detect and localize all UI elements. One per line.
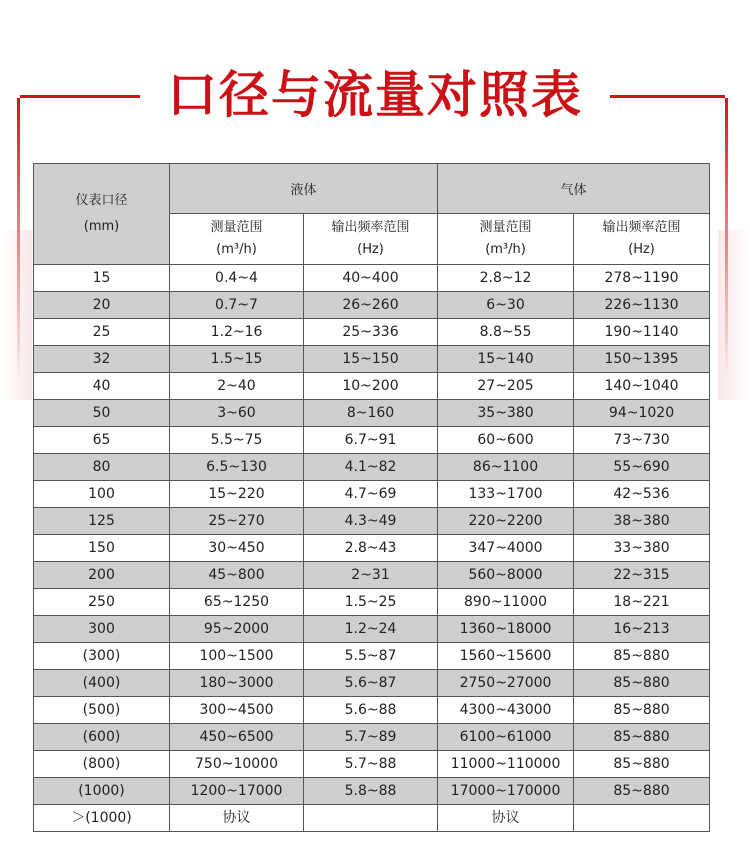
cell-diameter: 100: [34, 481, 170, 508]
cell-liquid-range: 750~10000: [170, 751, 304, 778]
table-row: [34, 535, 710, 562]
table-row: [34, 643, 710, 670]
cell-gas-freq: 140~1040: [574, 373, 710, 400]
table-row: [34, 778, 710, 805]
cell-liquid-freq: 2.8~43: [304, 535, 438, 562]
cell-liquid-freq: 26~260: [304, 292, 438, 319]
cell-liquid-freq: 2~31: [304, 562, 438, 589]
cell-liquid-freq: 5.7~89: [304, 724, 438, 751]
cell-gas-range: 4300~43000: [438, 697, 574, 724]
cell-gas-freq: 38~380: [574, 508, 710, 535]
header-gas: 气体: [438, 164, 710, 214]
cell-gas-freq: 22~315: [574, 562, 710, 589]
cell-gas-freq: 16~213: [574, 616, 710, 643]
cell-diameter: 15: [34, 265, 170, 292]
cell-gas-range: 133~1700: [438, 481, 574, 508]
diameter-flow-table: [33, 163, 710, 832]
frame-shadow-right: [718, 230, 750, 400]
cell-liquid-freq: 4.7~69: [304, 481, 438, 508]
cell-liquid-freq: 6.7~91: [304, 427, 438, 454]
table-row: [34, 724, 710, 751]
cell-liquid-freq: 25~336: [304, 319, 438, 346]
cell-liquid-freq: 5.6~88: [304, 697, 438, 724]
cell-gas-freq: 85~880: [574, 643, 710, 670]
cell-liquid-freq: 5.5~87: [304, 643, 438, 670]
cell-gas-freq: 33~380: [574, 535, 710, 562]
cell-gas-freq: 150~1395: [574, 346, 710, 373]
cell-gas-freq: 190~1140: [574, 319, 710, 346]
table-row: [34, 805, 710, 832]
cell-diameter: (300): [34, 643, 170, 670]
cell-liquid-freq: 40~400: [304, 265, 438, 292]
cell-liquid-freq: 4.1~82: [304, 454, 438, 481]
header-gas-freq: [574, 214, 710, 265]
header-freq-label: 输出频率范围: [602, 220, 681, 235]
cell-liquid-range: 3~60: [170, 400, 304, 427]
table-row: [34, 751, 710, 778]
cell-liquid-range: 450~6500: [170, 724, 304, 751]
cell-gas-range: 35~380: [438, 400, 574, 427]
cell-liquid-range: 协议: [170, 805, 304, 832]
table-row: [34, 508, 710, 535]
table-row: [34, 373, 710, 400]
table-row: [34, 670, 710, 697]
cell-liquid-freq: 8~160: [304, 400, 438, 427]
table-row: [34, 319, 710, 346]
table-row: [34, 697, 710, 724]
cell-liquid-range: 6.5~130: [170, 454, 304, 481]
cell-diameter: 200: [34, 562, 170, 589]
cell-liquid-freq: 10~200: [304, 373, 438, 400]
table-row: [34, 265, 710, 292]
cell-diameter: 125: [34, 508, 170, 535]
cell-liquid-freq: 5.8~88: [304, 778, 438, 805]
cell-gas-range: 1360~18000: [438, 616, 574, 643]
header-range-label: 测量范围: [479, 220, 532, 235]
cell-gas-range: 17000~170000: [438, 778, 574, 805]
cell-liquid-range: 100~1500: [170, 643, 304, 670]
cell-gas-range: 6100~61000: [438, 724, 574, 751]
cell-diameter: 250: [34, 589, 170, 616]
header-range-label: 测量范围: [210, 220, 263, 235]
cell-gas-range: 220~2200: [438, 508, 574, 535]
cell-liquid-freq: 1.5~25: [304, 589, 438, 616]
cell-gas-range: 协议: [438, 805, 574, 832]
cell-gas-range: 15~140: [438, 346, 574, 373]
cell-liquid-range: 15~220: [170, 481, 304, 508]
cell-liquid-range: 5.5~75: [170, 427, 304, 454]
table-row: [34, 454, 710, 481]
cell-liquid-range: 300~4500: [170, 697, 304, 724]
header-liquid-freq: [304, 214, 438, 265]
table-row: [34, 427, 710, 454]
table-row: [34, 616, 710, 643]
cell-gas-range: 60~600: [438, 427, 574, 454]
cell-liquid-range: 25~270: [170, 508, 304, 535]
header-freq-unit: (Hz): [628, 242, 655, 257]
cell-gas-freq: 85~880: [574, 751, 710, 778]
cell-gas-range: 560~8000: [438, 562, 574, 589]
cell-liquid-freq: 4.3~49: [304, 508, 438, 535]
cell-liquid-range: 0.4~4: [170, 265, 304, 292]
table-row: [34, 589, 710, 616]
cell-diameter: 65: [34, 427, 170, 454]
cell-gas-range: 2750~27000: [438, 670, 574, 697]
header-range-unit: (m³/h): [216, 242, 257, 257]
cell-diameter: 25: [34, 319, 170, 346]
header-liquid-range: [170, 214, 304, 265]
cell-liquid-range: 180~3000: [170, 670, 304, 697]
cell-liquid-freq: 15~150: [304, 346, 438, 373]
cell-liquid-range: 95~2000: [170, 616, 304, 643]
cell-liquid-freq: 5.7~88: [304, 751, 438, 778]
cell-liquid-range: 1.5~15: [170, 346, 304, 373]
page-title: 口径与流量对照表: [167, 66, 583, 124]
cell-diameter: 32: [34, 346, 170, 373]
cell-liquid-range: 65~1250: [170, 589, 304, 616]
header-liquid: 液体: [170, 164, 438, 214]
cell-gas-range: 86~1100: [438, 454, 574, 481]
cell-gas-range: 11000~110000: [438, 751, 574, 778]
cell-gas-range: 1560~15600: [438, 643, 574, 670]
table-row: [34, 481, 710, 508]
cell-gas-range: 890~11000: [438, 589, 574, 616]
cell-gas-range: 27~205: [438, 373, 574, 400]
cell-gas-freq: 278~1190: [574, 265, 710, 292]
cell-gas-freq: 42~536: [574, 481, 710, 508]
cell-diameter: (1000): [34, 778, 170, 805]
cell-gas-range: 347~4000: [438, 535, 574, 562]
cell-gas-freq: 73~730: [574, 427, 710, 454]
header-diameter-label: 仪表口径: [75, 193, 128, 208]
cell-liquid-range: 1.2~16: [170, 319, 304, 346]
cell-diameter: 40: [34, 373, 170, 400]
header-gas-range: [438, 214, 574, 265]
table-row: [34, 562, 710, 589]
table-body: [34, 265, 710, 832]
cell-gas-freq: 85~880: [574, 670, 710, 697]
cell-liquid-range: 30~450: [170, 535, 304, 562]
cell-diameter: 50: [34, 400, 170, 427]
cell-diameter: (400): [34, 670, 170, 697]
cell-diameter: (500): [34, 697, 170, 724]
cell-diameter: 300: [34, 616, 170, 643]
cell-liquid-range: 45~800: [170, 562, 304, 589]
cell-gas-freq: 85~880: [574, 724, 710, 751]
cell-gas-freq: 85~880: [574, 697, 710, 724]
cell-gas-range: 8.8~55: [438, 319, 574, 346]
cell-gas-freq: 85~880: [574, 778, 710, 805]
cell-diameter: ＞(1000): [34, 805, 170, 832]
table-row: [34, 400, 710, 427]
cell-liquid-range: 2~40: [170, 373, 304, 400]
cell-diameter: (800): [34, 751, 170, 778]
cell-diameter: (600): [34, 724, 170, 751]
cell-gas-freq: 55~690: [574, 454, 710, 481]
cell-diameter: 80: [34, 454, 170, 481]
cell-diameter: 20: [34, 292, 170, 319]
cell-diameter: 150: [34, 535, 170, 562]
header-freq-label: 输出频率范围: [331, 220, 410, 235]
cell-liquid-range: 0.7~7: [170, 292, 304, 319]
cell-liquid-freq: 5.6~87: [304, 670, 438, 697]
table-row: [34, 292, 710, 319]
cell-liquid-range: 1200~17000: [170, 778, 304, 805]
header-freq-unit: (Hz): [357, 242, 384, 257]
header-diameter: [34, 164, 170, 265]
cell-liquid-freq: [304, 805, 438, 832]
cell-liquid-freq: 1.2~24: [304, 616, 438, 643]
cell-gas-range: 6~30: [438, 292, 574, 319]
header-range-unit: (m³/h): [485, 242, 526, 257]
table-row: [34, 346, 710, 373]
cell-gas-freq: 18~221: [574, 589, 710, 616]
cell-gas-freq: 94~1020: [574, 400, 710, 427]
cell-gas-range: 2.8~12: [438, 265, 574, 292]
cell-gas-freq: [574, 805, 710, 832]
frame-shadow-left: [0, 230, 32, 400]
header-diameter-unit: (mm): [83, 219, 120, 234]
cell-gas-freq: 226~1130: [574, 292, 710, 319]
